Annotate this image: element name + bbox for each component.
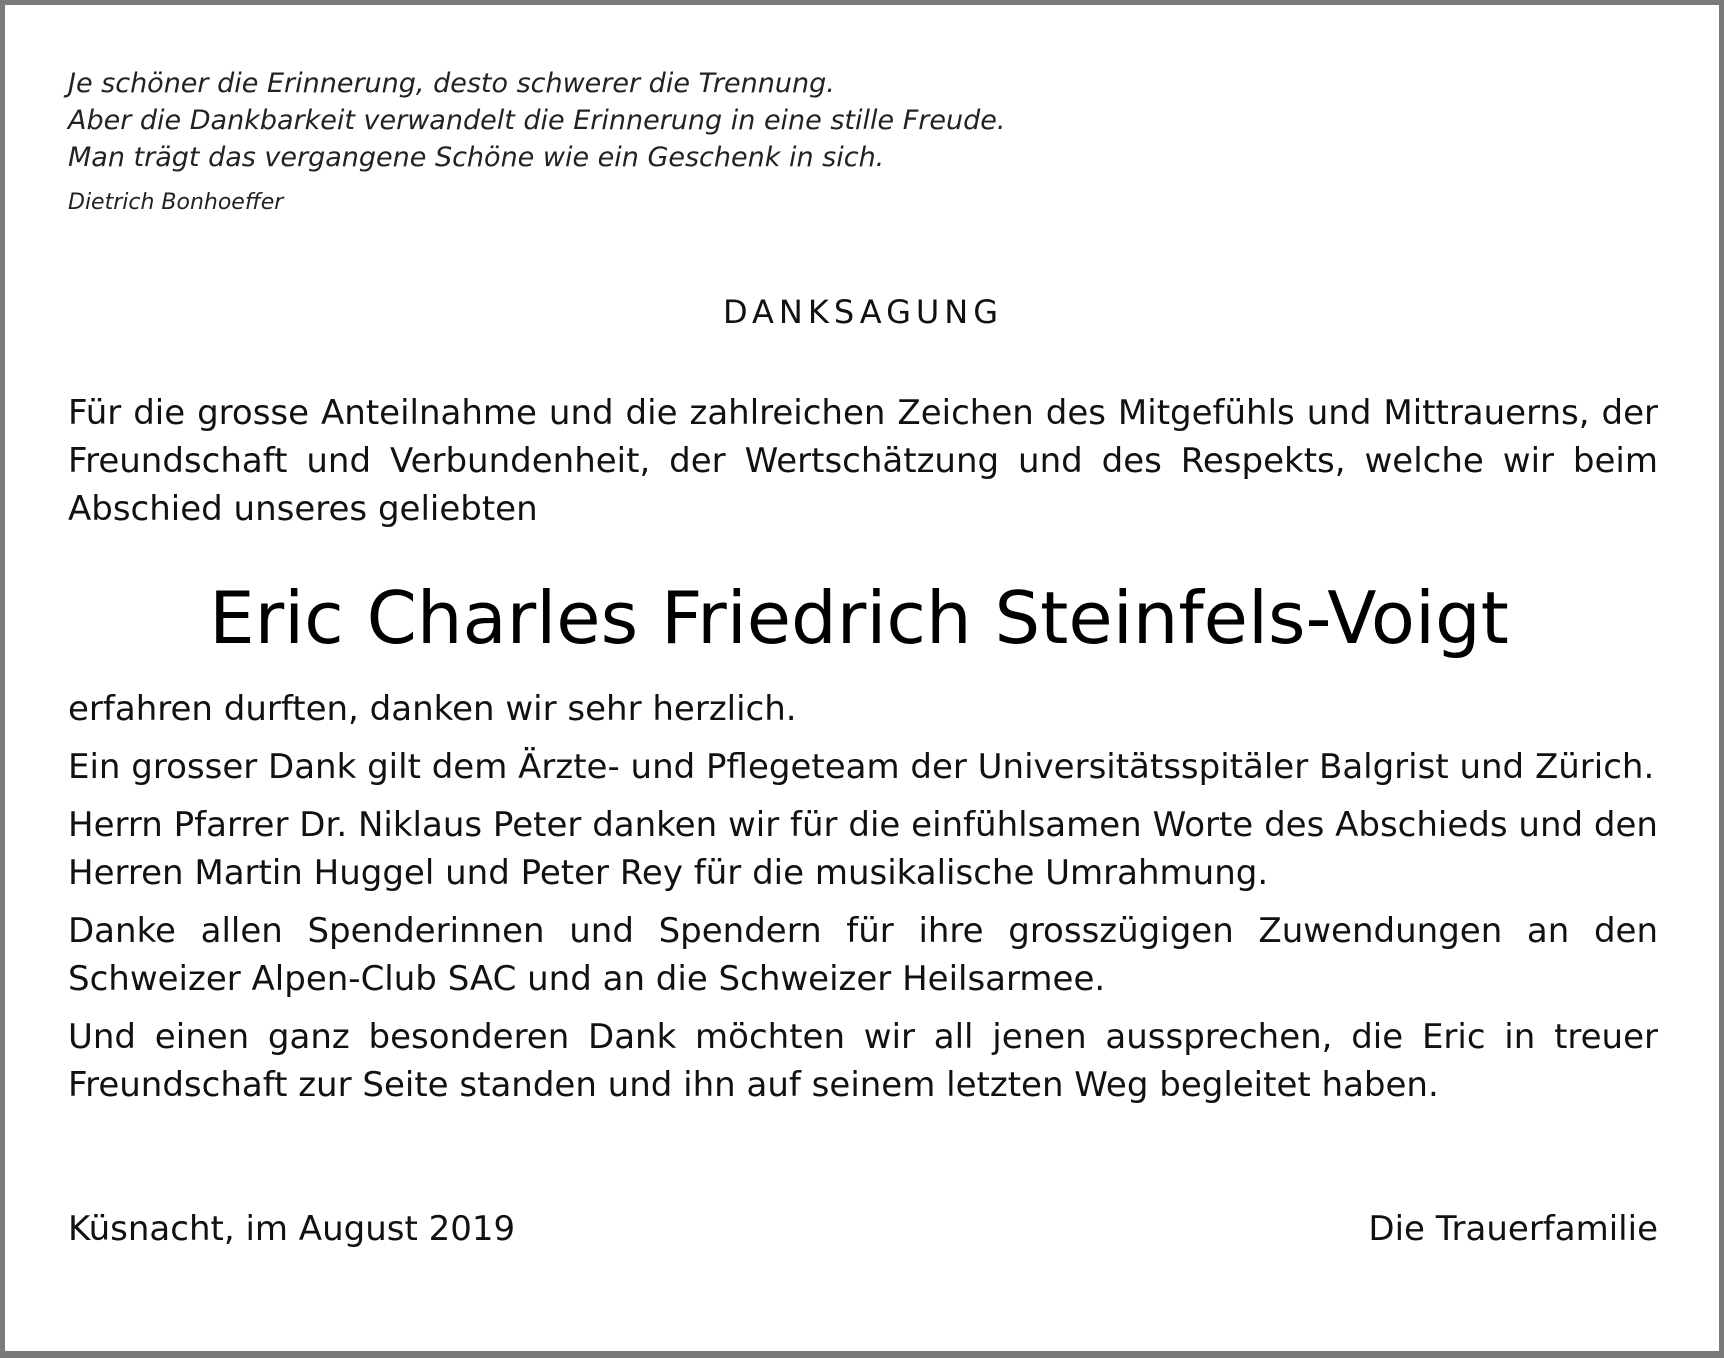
quote-line: Aber die Dankbarkeit verwandelt die Erinnerung in eine stille Freude. — [68, 105, 1006, 136]
body-paragraph: Herrn Pfarrer Dr. Niklaus Peter danken wir für die einfühlsamen Worte des Abschieds und den Herren Martin Huggel und Peter Rey für die musikalische Umrahmung. — [68, 805, 1658, 893]
notice-heading: DANKSAGUNG — [722, 293, 1004, 331]
intro-paragraph: Für die grosse Anteilnahme und die zahlreichen Zeichen des Mitgefühls und Mittrauerns, der Freundschaft und Verbundenheit, der Wertschätzung und des Respekts, welche wir beim Abschied unseres geliebten — [68, 393, 1658, 529]
body-paragraph: Danke allen Spenderinnen und Spendern für ihre grosszügigen Zuwendungen an den Schweizer Alpen-Club SAC und an die Schweizer Heilsarmee. — [68, 911, 1658, 999]
quote-line: Man trägt das vergangene Schöne wie ein Geschenk in sich. — [68, 142, 885, 173]
quote-line: Je schöner die Erinnerung, desto schwerer die Trennung. — [68, 68, 835, 99]
place-date: Küsnacht, im August 2019 — [68, 1209, 516, 1249]
body-paragraph: Ein grosser Dank gilt dem Ärzte- und Pflegeteam der Universitätsspitäler Balgrist und Zürich. — [68, 747, 1655, 787]
notice-footer — [68, 1205, 1658, 1253]
quote-block — [68, 65, 1658, 176]
deceased-name: Eric Charles Friedrich Steinfels-Voigt — [209, 576, 1509, 660]
body-paragraph: erfahren durften, danken wir sehr herzlich. — [68, 689, 797, 729]
signature: Die Trauerfamilie — [1368, 1209, 1658, 1249]
quote-author: Dietrich Bonhoeffer — [68, 190, 284, 215]
body-paragraph: Und einen ganz besonderen Dank möchten wir all jenen aussprechen, die Eric in treuer Freundschaft zur Seite standen und ihn auf seinem letzten Weg begleitet haben. — [68, 1017, 1658, 1105]
notice-content — [68, 65, 1658, 1249]
